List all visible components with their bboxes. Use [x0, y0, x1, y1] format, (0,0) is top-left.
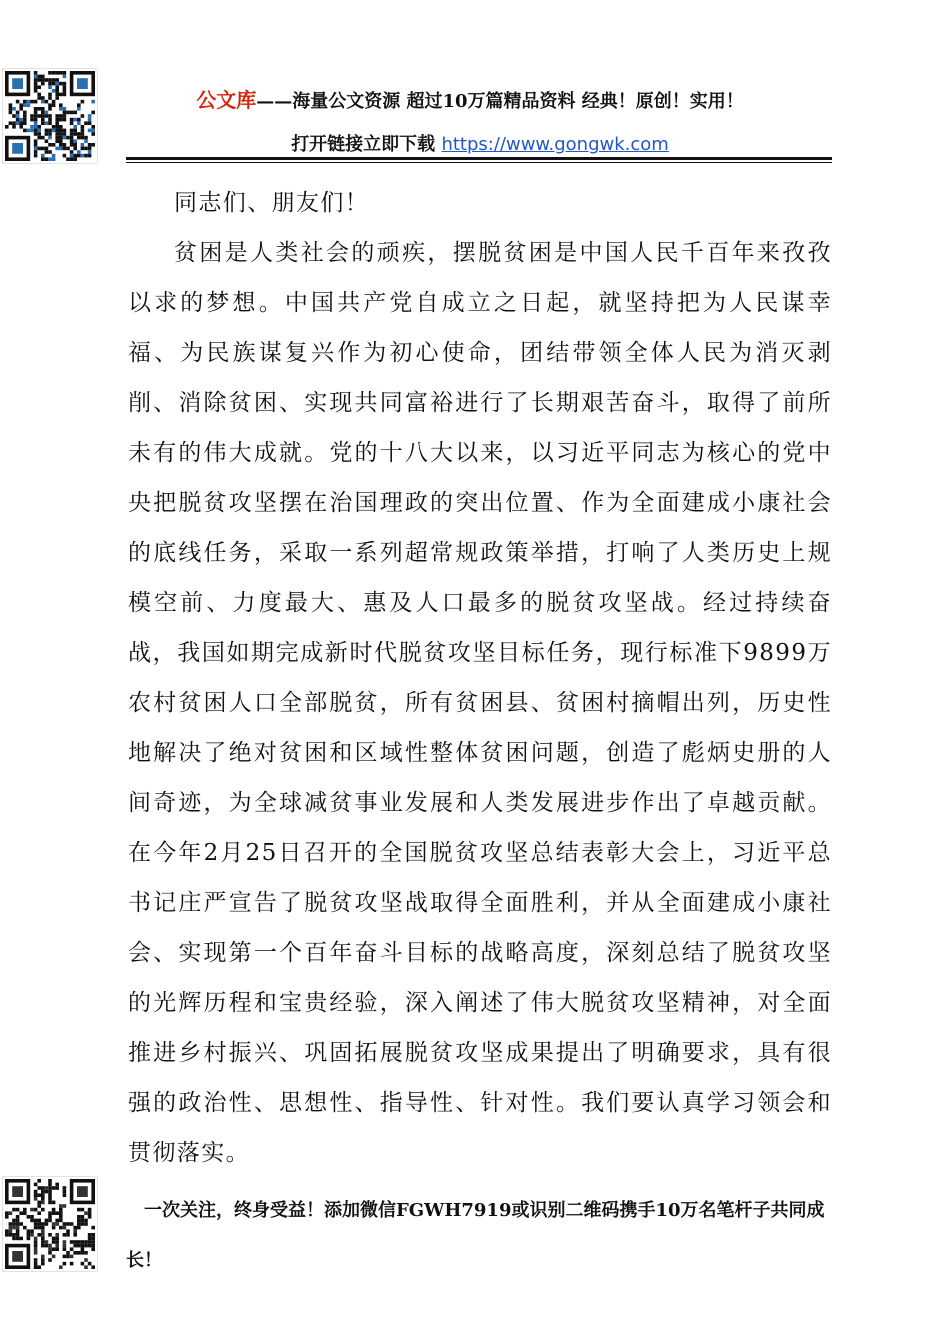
document-body — [128, 178, 832, 1178]
header-banner — [150, 84, 790, 113]
header-divider-thick — [126, 157, 832, 160]
qr-code-top[interactable] — [2, 68, 98, 164]
qr-code-icon — [3, 69, 97, 163]
footer-promo: 一次关注，终身受益！添加微信FGWH7919或识别二维码携手10万名笔杆子共同成长！ — [126, 1200, 825, 1271]
download-link[interactable]: https://www.gongwk.com — [441, 134, 669, 155]
qr-code-bottom[interactable] — [2, 1176, 98, 1272]
brand-name: 公文库 — [196, 88, 257, 112]
header-tagline: ——海量公文资源 超过10万篇精品资料 经典！原创！实用！ — [256, 91, 744, 112]
main-paragraph: 贫困是人类社会的顽疾，摆脱贫困是中国人民千百年来孜孜以求的梦想。中国共产党自成立之日起，就坚持把为人民谋幸福、为民族谋复兴作为初心使命，团结带领全体人民为消灭剥削、消除贫困、实现共同富裕进行了长期艰苦奋斗，取得了前所未有的伟大成就。党的十八大以来，以习近平同志为核心的党中央把脱贫攻坚摆在治国理政的突出位置、作为全面建成小康社会的底线任务，采取一系列超常规政策举措，打响了人类历史上规模空前、力度最大、惠及人口最多的脱贫攻坚战。经过持续奋战，我国如期完成新时代脱贫攻坚目标任务，现行标准下9899万农村贫困人口全部脱贫，所有贫困县、贫困村摘帽出列，历史性地解决了绝对贫困和区域性整体贫困问题，创造了彪炳史册的人间奇迹，为全球减贫事业发展和人类发展进步作出了卓越贡献。在今年2月25日召开的全国脱贫攻坚总结表彰大会上，习近平总书记庄严宣告了脱贫攻坚战取得全面胜利，并从全面建成小康社会、实现第一个百年奋斗目标的战略高度，深刻总结了脱贫攻坚的光辉历程和宝贵经验，深入阐述了伟大脱贫攻坚精神，对全面推进乡村振兴、巩固拓展脱贫攻坚成果提出了明确要求，具有很强的政治性、思想性、指导性、针对性。我们要认真学习领会和贯彻落实。 — [128, 240, 832, 1166]
header-divider-thin — [126, 162, 832, 163]
download-line — [150, 130, 810, 156]
qr-code-icon — [3, 1177, 97, 1271]
greeting-paragraph: 同志们、朋友们！ — [174, 190, 370, 216]
download-prefix: 打开链接立即下载 — [291, 134, 436, 155]
